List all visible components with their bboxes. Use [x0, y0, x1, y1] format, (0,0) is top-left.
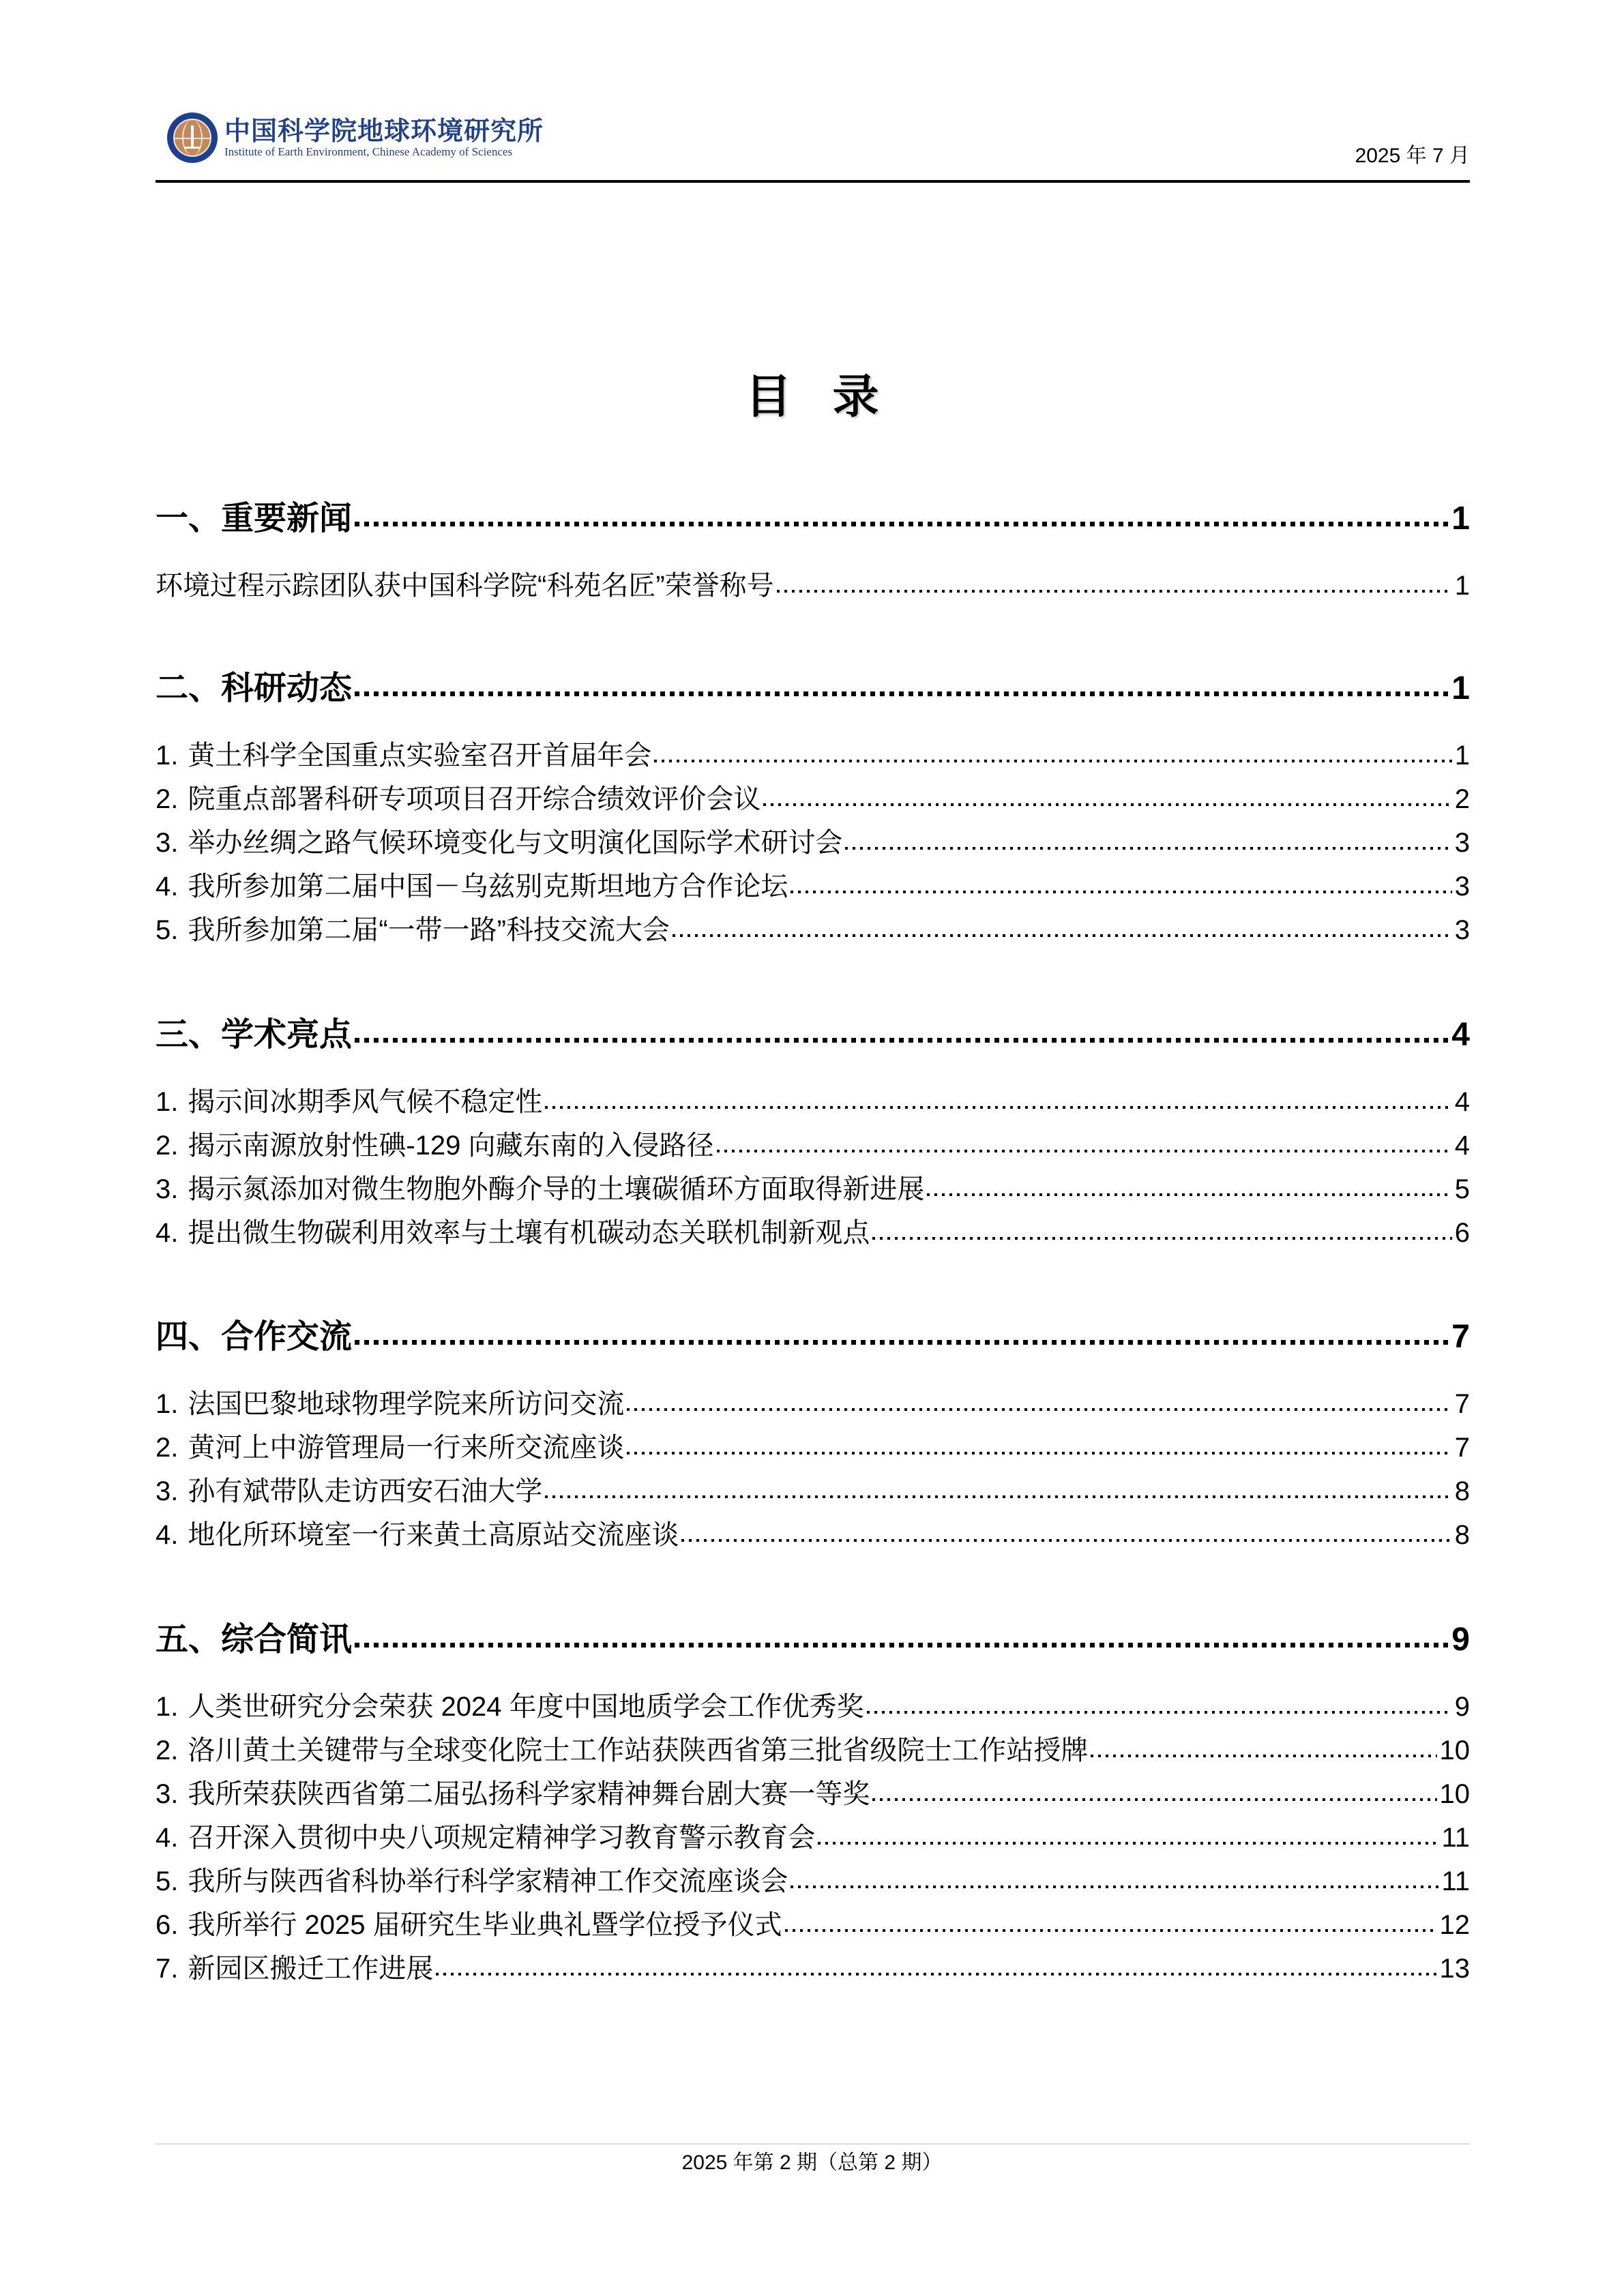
entry-number: 4. [156, 1823, 179, 1853]
dot-leader [673, 912, 1452, 939]
toc-entry[interactable] [156, 1171, 1470, 1206]
entry-title: 法国巴黎地球物理学院来所访问交流 [188, 1389, 625, 1419]
dot-leader [927, 1171, 1451, 1198]
entry-number: 2. [156, 1433, 179, 1463]
toc-entry[interactable] [156, 567, 1470, 602]
entry-page-number: 1 [1454, 741, 1470, 771]
dot-leader [777, 567, 1452, 595]
entry-number: 3. [156, 1476, 179, 1506]
entry-number: 4. [156, 871, 179, 901]
dot-leader [627, 1386, 1451, 1413]
dot-leader [791, 868, 1451, 895]
toc-title: 目录 [745, 370, 920, 424]
entry-title: 我所与陕西省科协举行科学家精神工作交流座谈会 [188, 1866, 788, 1896]
dot-leader [1091, 1732, 1436, 1759]
entry-page-number: 9 [1454, 1692, 1470, 1722]
toc-entry[interactable] [156, 1084, 1470, 1118]
entry-number: 4. [156, 1520, 179, 1550]
dot-leader [763, 781, 1451, 808]
section-page-number: 9 [1451, 1622, 1470, 1658]
entry-number: 3. [156, 828, 179, 858]
entry-number: 2. [156, 784, 179, 814]
toc-section-heading[interactable] [156, 666, 1470, 708]
toc-entry[interactable] [156, 1950, 1470, 1985]
logo-chinese-name: 中国科学院地球环境研究所 [224, 115, 544, 146]
entry-title: 黄土科学全国重点实验室召开首届年会 [188, 741, 652, 771]
toc-section-heading[interactable] [156, 1315, 1470, 1356]
dot-leader [654, 737, 1451, 764]
toc-entry[interactable] [156, 868, 1470, 903]
section-page-number: 4 [1451, 1017, 1470, 1053]
entry-title: 院重点部署科研专项项目召开综合绩效评价会议 [188, 784, 761, 814]
section-page-number: 1 [1451, 670, 1470, 706]
entry-page-number: 11 [1441, 1823, 1470, 1853]
toc-entry[interactable] [156, 1863, 1470, 1898]
toc-entry[interactable] [156, 781, 1470, 816]
toc-entry[interactable] [156, 1386, 1470, 1420]
entry-title: 洛川黄土关键带与全球变化院士工作站获陕西省第三批省级院士工作站授牌 [188, 1735, 1089, 1765]
dot-leader [355, 1617, 1449, 1650]
entry-title: 地化所环境室一行来黄土高原站交流座谈 [188, 1520, 679, 1550]
section-heading-text: 五、综合简讯 [156, 1622, 353, 1658]
entry-number: 4. [156, 1218, 179, 1248]
dot-leader [355, 1013, 1449, 1045]
dot-leader [436, 1950, 1436, 1978]
entry-title: 环境过程示踪团队获中国科学院“科苑名匠”荣誉称号 [156, 571, 774, 601]
entry-title: 孙有斌带队走访西安石油大学 [188, 1476, 543, 1506]
entry-page-number: 4 [1454, 1131, 1470, 1161]
entry-page-number: 3 [1454, 915, 1470, 945]
entry-number: 6. [156, 1910, 179, 1940]
entry-title: 揭示南源放射性碘-129 向藏东南的入侵路径 [188, 1131, 714, 1161]
dot-leader [681, 1517, 1451, 1544]
dot-leader [872, 1214, 1451, 1242]
section-heading-text: 二、科研动态 [156, 670, 353, 706]
entry-number: 1. [156, 741, 179, 771]
entry-page-number: 2 [1454, 784, 1470, 814]
entry-page-number: 8 [1454, 1476, 1470, 1506]
entry-page-number: 3 [1454, 871, 1470, 901]
toc-entry[interactable] [156, 737, 1470, 772]
entry-title: 我所举行 2025 届研究生毕业典礼暨学位授予仪式 [188, 1910, 782, 1940]
toc-entry[interactable] [156, 1819, 1470, 1854]
entry-page-number: 8 [1454, 1520, 1470, 1550]
entry-title: 我所参加第二届“一带一路”科技交流大会 [188, 915, 670, 945]
toc-section-heading[interactable] [156, 1013, 1470, 1054]
dot-leader [545, 1084, 1451, 1111]
toc-entry[interactable] [156, 1127, 1470, 1162]
entry-page-number: 5 [1454, 1174, 1470, 1204]
toc-entry[interactable] [156, 1688, 1470, 1723]
issue-footer: 2025 年第 2 期（总第 2 期） [681, 2151, 943, 2174]
dot-leader [867, 1688, 1452, 1716]
entry-page-number: 6 [1454, 1218, 1470, 1248]
institute-emblem-icon [167, 113, 218, 163]
entry-page-number: 13 [1439, 1954, 1470, 1984]
dot-leader [791, 1863, 1438, 1890]
entry-page-number: 12 [1439, 1910, 1470, 1940]
institute-logo [167, 113, 544, 163]
toc-entry[interactable] [156, 1776, 1470, 1810]
toc-entry[interactable] [156, 1907, 1470, 1941]
toc-section-heading[interactable] [156, 1617, 1470, 1659]
entry-number: 1. [156, 1389, 179, 1419]
dot-leader [845, 824, 1451, 852]
entry-title: 揭示氮添加对微生物胞外酶介导的土壤碳循环方面取得新进展 [188, 1174, 925, 1204]
toc-entry[interactable] [156, 1517, 1470, 1551]
dot-leader [818, 1819, 1438, 1847]
dot-leader [355, 666, 1449, 699]
entry-title: 我所参加第二届中国－乌兹别克斯坦地方合作论坛 [188, 871, 788, 901]
section-heading-text: 三、学术亮点 [156, 1017, 353, 1053]
entry-number: 1. [156, 1692, 179, 1722]
entry-number: 5. [156, 1866, 179, 1896]
toc-entry[interactable] [156, 1732, 1470, 1767]
dot-leader [545, 1473, 1451, 1500]
toc-entry[interactable] [156, 912, 1470, 946]
entry-number: 3. [156, 1174, 179, 1204]
section-page-number: 1 [1451, 501, 1470, 537]
entry-title: 我所荣获陕西省第二届弘扬科学家精神舞台剧大赛一等奖 [188, 1779, 870, 1809]
issue-date: 2025 年 7 月 [1355, 145, 1470, 167]
entry-title: 提出微生物碳利用效率与土壤有机碳动态关联机制新观点 [188, 1218, 870, 1248]
entry-number: 2. [156, 1131, 179, 1161]
entry-page-number: 3 [1454, 828, 1470, 858]
dot-leader [355, 496, 1449, 529]
entry-page-number: 7 [1454, 1433, 1470, 1463]
dot-leader [785, 1907, 1437, 1934]
dot-leader [355, 1315, 1449, 1347]
entry-number: 2. [156, 1735, 179, 1765]
section-heading-text: 一、重要新闻 [156, 501, 353, 537]
entry-number: 7. [156, 1954, 179, 1984]
toc-section-heading[interactable] [156, 496, 1470, 538]
toc-entry[interactable] [156, 1214, 1470, 1249]
entry-title: 召开深入贯彻中央八项规定精神学习教育警示教育会 [188, 1823, 816, 1853]
entry-page-number: 7 [1454, 1389, 1470, 1419]
footer-divider [156, 2143, 1470, 2145]
entry-page-number: 10 [1439, 1735, 1470, 1765]
dot-leader [627, 1429, 1451, 1457]
logo-english-name: Institute of Earth Environment, Chinese Academy of Sciences [224, 145, 513, 158]
entry-page-number: 4 [1454, 1087, 1470, 1117]
entry-number: 3. [156, 1779, 179, 1809]
entry-number: 1. [156, 1087, 179, 1117]
section-heading-text: 四、合作交流 [156, 1319, 353, 1355]
entry-title: 人类世研究分会荣获 2024 年度中国地质学会工作优秀奖 [188, 1692, 864, 1722]
entry-page-number: 10 [1439, 1779, 1470, 1809]
header-divider [156, 180, 1470, 183]
section-page-number: 7 [1451, 1319, 1470, 1355]
entry-page-number: 11 [1441, 1866, 1470, 1896]
entry-title: 黄河上中游管理局一行来所交流座谈 [188, 1433, 625, 1463]
entry-title: 新园区搬迁工作进展 [188, 1954, 434, 1984]
toc-entry[interactable] [156, 1473, 1470, 1508]
entry-title: 举办丝绸之路气候环境变化与文明演化国际学术研讨会 [188, 828, 843, 858]
dot-leader [872, 1776, 1436, 1803]
dot-leader [717, 1127, 1452, 1154]
entry-title: 揭示间冰期季风气候不稳定性 [188, 1087, 543, 1117]
entry-page-number: 1 [1454, 571, 1470, 601]
entry-number: 5. [156, 915, 179, 945]
toc-entry[interactable] [156, 824, 1470, 859]
page-header [156, 102, 1470, 183]
toc-entry[interactable] [156, 1429, 1470, 1464]
